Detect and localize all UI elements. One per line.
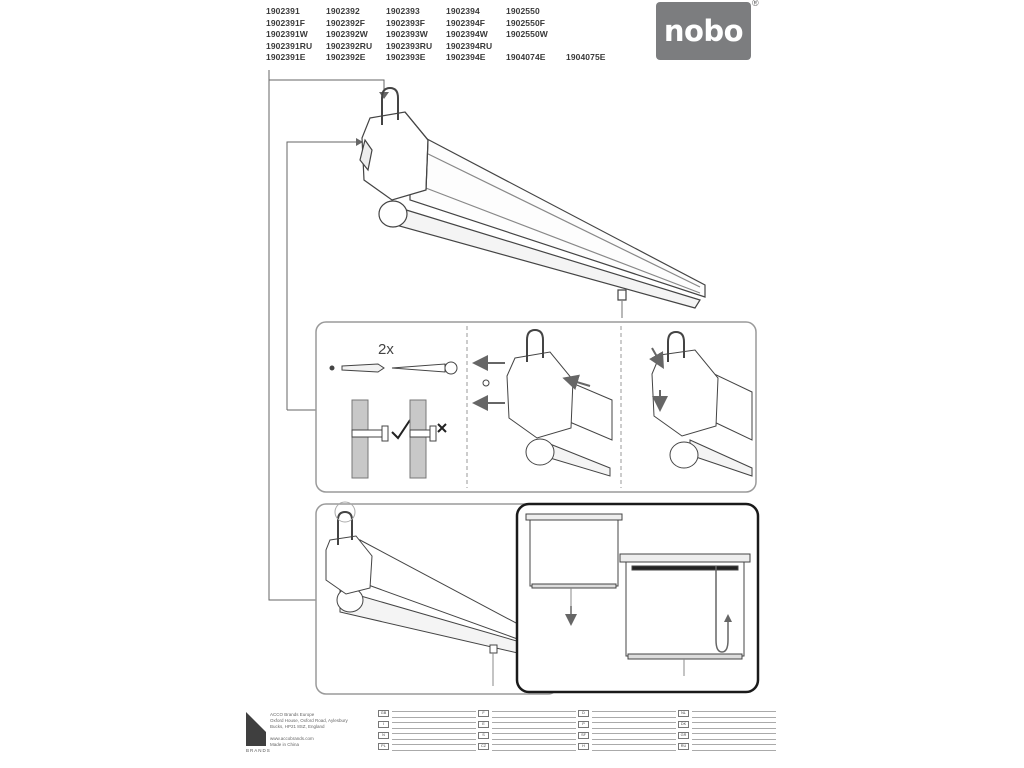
language-row <box>478 710 576 719</box>
wall-section-incorrect <box>410 400 426 478</box>
connector-hook <box>269 70 384 95</box>
brand-name: nobo <box>663 14 744 48</box>
language-row <box>678 743 776 752</box>
product-code: 1902394F <box>446 17 486 28</box>
product-code: 1902392E <box>326 52 366 62</box>
language-row <box>678 732 776 741</box>
language-row <box>478 732 576 741</box>
language-text-placeholder <box>592 711 676 718</box>
language-code: NL <box>678 710 689 717</box>
product-code: 1902550 <box>506 6 540 16</box>
connector-final <box>269 80 318 600</box>
product-code: 1902393W <box>386 29 428 39</box>
language-row <box>378 721 476 730</box>
language-row <box>578 743 676 752</box>
product-code: 1904075E <box>566 52 606 62</box>
language-row <box>578 721 676 730</box>
product-code: 1902393F <box>386 17 426 28</box>
product-code: 1902391 <box>266 6 300 16</box>
product-code: 1902550W <box>506 29 548 39</box>
language-text-placeholder <box>592 733 676 740</box>
product-code: 1902394RU <box>446 40 493 51</box>
product-code: 1902392F <box>326 17 366 28</box>
language-code: H <box>578 743 589 750</box>
language-code: CZ <box>478 743 489 750</box>
language-code: P <box>578 721 589 728</box>
language-code: S <box>478 732 489 739</box>
language-row <box>378 732 476 741</box>
acco-brand-word: BRANDS <box>246 748 271 753</box>
language-text-placeholder <box>392 711 476 718</box>
product-code: 1902391E <box>266 52 306 62</box>
product-code: 1902391F <box>266 17 306 28</box>
language-instructions <box>378 710 776 752</box>
language-code: E <box>478 721 489 728</box>
company-address: ACCO Brands Europe Oxford House, Oxford Road, Aylesbury Bucks, HP21 8SZ, England www.accobrands.com Made in China <box>270 712 348 747</box>
product-code: 1902392W <box>326 29 368 39</box>
quantity-label: 2x <box>378 341 394 358</box>
language-row <box>478 721 576 730</box>
wall-section-correct <box>352 400 368 478</box>
language-row <box>378 710 476 719</box>
language-row <box>478 743 576 752</box>
language-code: SF <box>578 732 589 739</box>
language-text-placeholder <box>492 733 576 740</box>
language-code: N <box>378 732 389 739</box>
language-text-placeholder <box>392 722 476 729</box>
language-row <box>378 743 476 752</box>
language-code: GR <box>678 732 689 739</box>
language-row <box>678 710 776 719</box>
language-code: D <box>578 710 589 717</box>
wall-plug <box>342 364 384 372</box>
language-code: PL <box>378 743 389 750</box>
language-code: GB <box>378 710 389 717</box>
language-row <box>578 732 676 741</box>
product-code: 1902393RU <box>386 40 433 51</box>
product-code: 1902393 <box>386 6 420 16</box>
language-text-placeholder <box>692 711 776 718</box>
language-row <box>578 710 676 719</box>
language-code: DK <box>678 721 689 728</box>
language-code: I <box>378 721 389 728</box>
language-row <box>678 721 776 730</box>
language-text-placeholder <box>492 711 576 718</box>
language-text-placeholder <box>692 722 776 729</box>
language-text-placeholder <box>692 733 776 740</box>
product-code: 1902550F <box>506 17 546 28</box>
product-code: 1902391W <box>266 29 308 39</box>
language-code: F <box>478 710 489 717</box>
language-text-placeholder <box>492 722 576 729</box>
product-code: 1902392 <box>326 6 360 16</box>
product-code: 1902394 <box>446 6 480 16</box>
language-text-placeholder <box>492 744 576 751</box>
product-code: 1904074E <box>506 52 546 62</box>
acco-logo <box>246 712 266 746</box>
product-code: 1902392RU <box>326 40 373 51</box>
step1-screen-casing <box>360 88 705 318</box>
product-code: 1902394W <box>446 29 488 39</box>
product-code: 1902394E <box>446 52 486 62</box>
language-text-placeholder <box>692 744 776 751</box>
registered-mark: ® <box>752 0 759 8</box>
language-text-placeholder <box>392 744 476 751</box>
product-code: 1902391RU <box>266 40 313 51</box>
language-text-placeholder <box>592 722 676 729</box>
language-code: RU <box>678 743 689 750</box>
language-text-placeholder <box>592 744 676 751</box>
language-text-placeholder <box>392 733 476 740</box>
product-code: 1902393E <box>386 52 426 62</box>
footer <box>246 708 766 768</box>
